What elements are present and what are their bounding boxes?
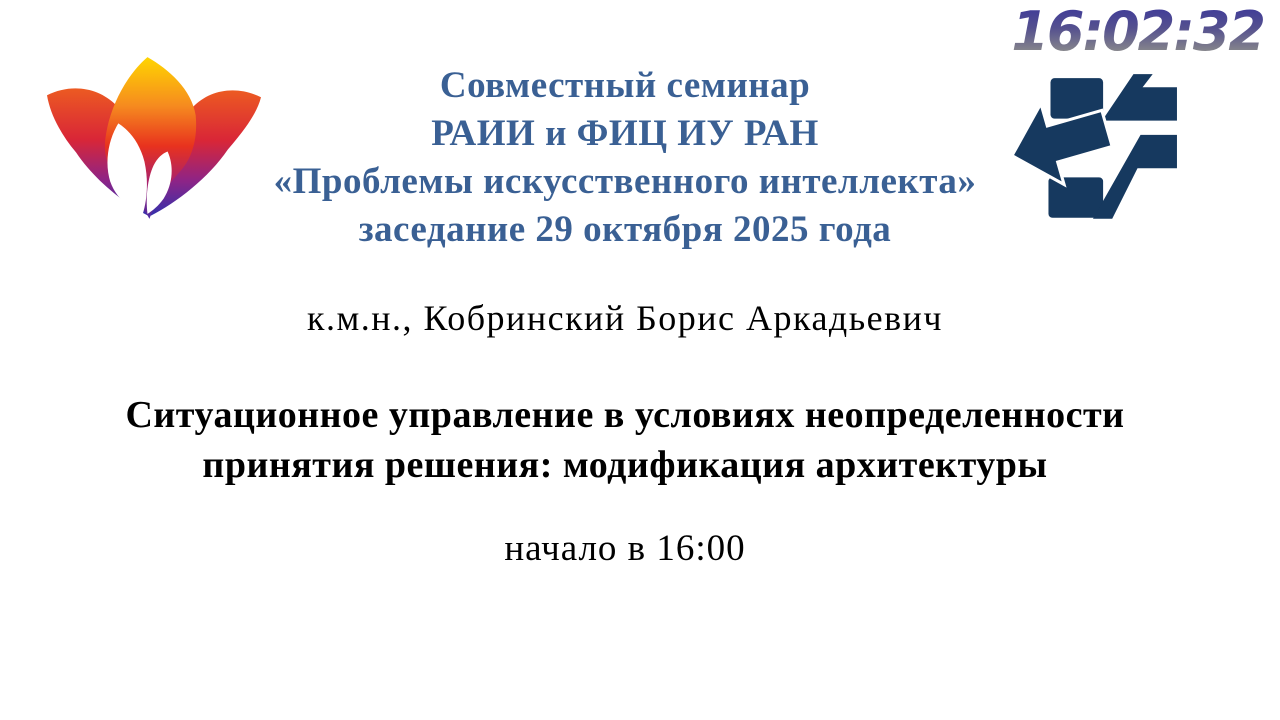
header-line-2: РАИИ и ФИЦ ИУ РАН [431, 113, 819, 154]
institute-arrow-logo-icon [1008, 74, 1180, 226]
talk-title-line-1: Ситуационное управление в условиях неопределенности [125, 394, 1125, 436]
start-time: начало в 16:00 [504, 528, 746, 569]
header-line-3: «Проблемы искусственного интеллекта» [273, 161, 977, 202]
talk-title [0, 390, 1250, 490]
digital-clock: 16:02:32 [1011, 0, 1264, 63]
speaker-name: к.м.н., Кобринский Борис Аркадьевич [306, 298, 944, 338]
header-line-1: Совместный семинар [439, 65, 811, 106]
inst-logo-bottom-block [1048, 177, 1103, 217]
inst-logo-top-ribbon [1102, 74, 1177, 121]
header-line-4: заседание 29 октября 2025 года [358, 209, 892, 250]
talk-title-line-2: принятия решения: модификация архитектуры [202, 444, 1048, 486]
